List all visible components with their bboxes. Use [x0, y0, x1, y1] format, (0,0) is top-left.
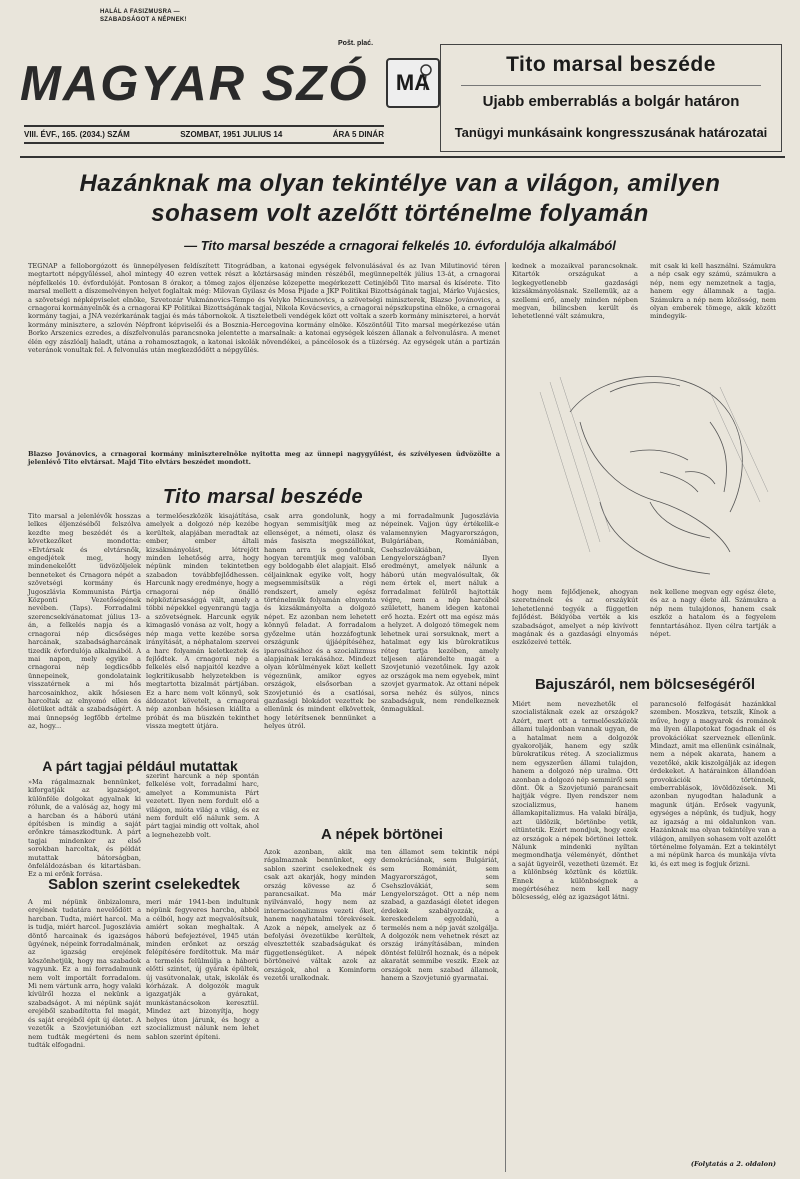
headline-box [440, 44, 782, 152]
right-mid-column-1: hogy nem fejlődjenek, ahogyan szeretnének és az orszáykút lehetetlenné tegyék a független fejlődést. Béklyóba verték a kis szabadságot, amelyet a nép kivívott magának és a gazdasági elnyomás eszközeivé tették. [512, 588, 638, 647]
tito-speech-title: Tito marsal beszéde [162, 486, 364, 508]
mustache-column-2: parancsoló felfogását hazánkkal szemben. Moszkva, tetszik, Kínok a műve, hogy a magyarok és románok ma ilyen állapotokat fogadnak el és provokációkat szerveznek ellenünk. Mindazt, amit ma ellenünk csinálnak, nem a népek akarata, hanem a vezetőké, akik kiszolgálják az idegen érdekeket. A határainkon állandóan provokációk történnek, emberrablások, lövöldözések. Mi azonban nyugodtan haladunk a magunk útján. Erősek vagyunk, egységes a népünk, és tudjuk, hogy az igazság a mi oldalunkon van. Hazánknak ma olyan tekintélye van a világon, amilyen sohasem volt azelőtt történelme folyamán. Ezt a tekintélyt a mi népünk harca és munkája vívta ki, és ezt meg is fogjuk őrizni. [650, 700, 776, 868]
issue-price: ÁRA 5 DINÁR [332, 130, 384, 139]
tito-column-4: a mi forradalmunk Jugoszlávia népeinek. Vajjon úgy értékelik-e valamennyien Magyarországon, Bulgáriában, Romániában, Csehszlovákiában, Lengyelországban? Ilyen eredményt, amelyek nálunk a háború után megvalósultak, ők nem értek el, mert náluk a forradalmat felülről hajtották végre, nem a nép harcából született, hanem idegen katonai erő hozta. Ezért ott ma egész más a helyzet. A dolgozó tömegek nem lehetnek urai sorsuknak, mert a hatalmat egy kis bürokratikus réteg tartja kezében, amely teljesen alárendelte magát a Szovjetunió vezetőinek. Így azok az országok ma nem egyebek, mint szovjet gyarmatok. Az ottani népek sorsa nehéz és súlyos, nincs szabadságuk, nem rendelkeznek önmagukkal. [381, 512, 499, 714]
continued-note: (Folytatás a 2. oldalon) [690, 1160, 776, 1168]
tito-column-3: csak arra gondolunk, hogy hogyan semmisítjük meg az ellenséget, a németi, olasz és más fasiszta megszállókat, hanem arra is gondoltunk, hogyan teremtjük meg valóban egy boldogabb élet alapjait. Első céljainknak egyike volt, hogy megsemmisítsük a régi rendszert, amely egész történelmük folyamán elnyomta és kizsákmányolta a dolgozó népet. Ez azonban nem lehetett könnyű feladat. A forradalom győzelme után hozzáfogtunk országunk újjáépítéséhez, iparosításához és a szocializmus alapjainak lerakásához. Mindezt olyan körülmények közt kellett végeznünk, amikor egyes országok, elsősorban a Szovjetunió és a csatlósai, gazdasági blokádot vezettek be ellenünk és mindent elkövettek, hogy letérítsenek bennünket a helyes útról. [264, 512, 376, 731]
right-column-2: mit csak ki kell használni. Számukra a nép csak egy számú, számukra a nép, nem egy nemzetnek a tagja, hanem egy államnak a tagja. Számukra a nép nem közösség, nem olyan emberek tömege, akik között mindegyik- [650, 262, 776, 321]
party-section-title: A párt tagjai például mutattak [42, 758, 238, 774]
prisons-section-title: A népek börtönei [321, 826, 443, 843]
banner-headline-2: sohasem volt azelőtt történelme folyamán [151, 200, 649, 227]
right-column-1: kednek a mozaikval parancsoknak. Kitartók országukat a legkegyetlenebb gazdasági kizsákmányolásnak. Szellemük, az a szellemi erő, amely minden népben megvan, bilincsben került és lehetetlenné vált számukra, [512, 262, 638, 321]
issue-date: SZOMBAT, 1951 JULIUS 14 [180, 130, 283, 139]
sablon-section-title: Sablon szerint cselekedtek [48, 876, 240, 893]
box-divider [461, 85, 761, 86]
box-headline: Tito marsal beszéde [506, 53, 716, 76]
masthead-rule [20, 156, 785, 158]
party-column-2: szerint harcunk a nép spontán felkelése volt, forradalmi harc, amelyet a Kommunista Párt vezetett. Ilyen nem fordult elő a világon, mióta világ a világ, és ez nem fordult elő nálunk sem. A párt tagjai mindig ott voltak, ahol a legnehezebb volt. [146, 772, 259, 839]
slogan-line-2: SZABADSÁGOT A NÉPNEK! [100, 17, 187, 23]
ma-badge [386, 58, 440, 108]
prisons-column-2: ten államot sem tekintik népi demokráciának, sem Bulgáriát, sem Romániát, sem Magyarországot, sem Csehszlovákiát, sem Lengyelországot. Ott a nép nem szabad, a gazdasági életet idegen érdekek szabályozzák, a kereskedelem egyoldalú, a termelés nem a nép javát szolgálja. A dolgozók nem vehetnek részt az ország irányításában, minden döntést felülről hoznak, és a népek akaratát semmibe veszik. Ezek az országok nem szabad államok, hanem a Szovjetunió gyarmatai. [381, 848, 499, 983]
slogan-line-1: HALÁL A FASIZMUSRA — [100, 9, 180, 15]
newspaper-logo: MAGYAR SZÓ [20, 57, 369, 111]
postage-note: Pošt. plać. [338, 40, 374, 47]
issue-number: VIII. ÉVF., 165. (2034.) SZÁM [24, 130, 130, 139]
lead-article-end: Blazso Jovánovics, a crnagorai kormány miniszterelnöke nyitotta meg az ünnepi nagygyűlést, és szívélyesen üdvözölte a jelenlévő Tito elvtársat. Majd Tito elvtárs beszédet mondott. [28, 450, 500, 467]
issue-line [24, 125, 384, 144]
box-subheadline-1: Ujabb emberrablás a bolgár határon [482, 93, 740, 110]
party-column-1: »Ma rágalmaznak bennünket, kiforgatják az igazságot, különféle dolgokat agyalnak ki rólunk, de a valóság az, hogy mi a harcban és a háború utáni építésben is mindig a saját erőnkre támaszkodtunk. A párt tagjai mindenkor az első sorokban harcoltak, és példát mutattak bátorságban, önfeláldozásban és kitartásban. Ez a mi erőnk forrása. [28, 778, 141, 879]
box-subheadline-2: Tanügyi munkásaink kongresszusának határozatai [454, 125, 768, 140]
banner-subtitle: — Tito marsal beszéde a crnagorai felkelés 10. évfordulója alkalmából [184, 238, 616, 253]
slogan [100, 8, 187, 24]
column-divider [505, 262, 506, 1172]
prisons-column-1: Azok azonban, akik ma rágalmaznak bennünket, egy sablon szerint cselekednek és csak azt akarják, hogy minden ország kövesse az ő parancsaikat. Ma már nyilvánvaló, hogy nem az internacionalizmus vezeti őket, hanem nagyhatalmi törekvések. Azok a népek, amelyek az ő befolyási övezetükbe kerültek, elvesztették szabadságukat és függetlenségüket. A népek börtöneivé váltak azok az országok, ahol a Kominform vezetői uralkodnak. [264, 848, 376, 983]
badge-text: MA [395, 70, 431, 95]
banner-headline-1: Hazánknak ma olyan tekintélye van a világon, amilyen [79, 170, 721, 197]
tito-portrait-illustration [510, 352, 778, 584]
tito-column-2: a termelőeszközök kisajátítása, amelyek a dolgozó nép kezébe kerültek, alapjában meradtak az ember, ember általi kizsákmányolást, létrejött minden lehetőség arra, hogy népünk minden tekintetben szabadon továbbfejlődhessen. Harcunk nagy eredménye, hogy a crnagorai nép önálló népköztársasággá vált, amely a többi népekkel egyenrangú tagja a szövetségnek. Harcunk egyik kimagasló vonása az volt, hogy a nép maga vette kezébe sorsa irányítását, a néphatalom szervei a harc folyamán keletkeztek és fejlődtek. A crnagorai nép a felkelés első napjaitól kezdve a legkritikusabb helyzetekben is megtartotta bizalmát pártjában. Ez a harc nem volt könnyű, sok áldozatot követelt, a crnagorai nép azonban hősiesen kiállta a próbát és ma büszkén tekinthet vissza megtett útjára. [146, 512, 259, 731]
right-mid-column-2: nek kellene megvan egy egész élete, és az a nagy élete áll. Számukra a nép nem tulajdonos, hanem csak eszköz a hatalom és a fegyelem fenntartásához. Ilyen célra tartják a népet. [650, 588, 776, 639]
tito-column-1: Tito marsal a jelenlévők hosszas lelkes éljenzéséből felszólva kezdte meg beszédét és a következőket mondotta: »Elvtársak és elvtársnők, engedjétek meg, hogy mindenekelőtt üdvözöljelek benneteket és Crnagora népét a szövetségi kormány és Jugoszlávia Kommunista Pártja Központi Vezetőségének nevében. (Taps). Forradalmi szerencsekívánatomat július 13-án, a felkelés napja és a crnagorai nép dicsőséges harcának, szabadságharcának tizedik évfordulója alkalmából. A mai napon, mely egyike a crnagorai nép legdicsőbb ünnepeinek, gondolataink visszatérnek a mi hős harcosainkhoz, akik hősiesen harcoltak az elnyomó ellen és életüket adták a szabadságért. A mai ünnepség legfőbb értelme az, hogy... [28, 512, 141, 731]
sablon-column-1: A mi népünk önbizalomra, erejének tudatára nevelődött a harcban. Tudta, miért harcol. Ma is tudja, miért harcol. Jugoszlávia döntő harcainak és igazságos ügyének, népeink forradalmának, az igazság erejének köszönhetjük, hogy ma szabadok vagyunk. Ez a mi forradalmunk nem volt importált forradalom. Mi nem vártunk arra, hogy valaki kívülről hozza el nekünk a szabadságot. A mi népünk saját erejéből szabadította fel magát, és saját erejéből épít új életet. A vezetők a Szovjetunióban ezt nem tudták megérteni és nem tudták elfogadni. [28, 898, 141, 1049]
lead-article: TEGNAP a felloborgózott és ünnepélyesen feldíszített Titográdban, a katonai egységek felvonulásával és az Ivan Milutinović téren megtartott népgyűléssel, ahol mintegy 40 ezren vettek részt a köztársaság minden részéből, megünnepelték július 13-át, a crnagorai népfelkelés 10. évfordulóját. Pontosan 8 órakor, a tömeg zajos éljenzése közepette megérkezett Cetinjéből Tito marsal és kísérete. Tito marsal mellett a díszemelvényen helyet foglaltak még: Milovan Gyilasz és Mosa Pijade a JKP Politikai Bizottságának tagjai, Márko Vujácsics, a szövetségi népképviselet elnöke, Szvetozár Vukmánovics-Tempo és Velyko Micsunovics, a szövetségi miniszterek, Blazso Jovánovics, a crnagorai kormányelnök és a crnagorai KP Politikai Bizottságának tagjai, Nikola Kovácsevics, a crnagorai népszkupstina elnöke, a crnagorai kormány tagjai, a JNA vezérkarának tagjai és más tábornokok. A tiszteletbeli vendégek közt ott voltak a szerb kormány miniszterei, a horvát kormány minisztere, a szlovén Népfront képviselői és a Bosznia-Hercegovina kormány elnöke. Köszöntőül Tito marsal megérkezése után Borko Arszenics ezredes, a díszfelvonulás parancsnoka jelentette a marsalnak: a katonai egységek készen állanak a felvonulásra. A menet élén egy zászlóalj haladt, utána a rohamosztagok, a katonai iskolák növendékei, a páncélosok és a tüzérség. Az egységek után a partizán veteránok vonultak fel. A felvonulás után megkezdődött a népgyűlés. [28, 262, 500, 355]
sablon-column-2: meri már 1941-ben indultunk népünk fegyveres harcba, abból a célból, hogy azt megvalósítsuk, amiért sokan meghaltak. A háború befejeztével, 1945 után minden erőnket az ország felépítésére fordítottuk. Ma már a termelés felülmúlja a háború előtti szintet, új gyárak épültek, új vasútvonalak, utak, iskolák és kórházak. A dolgozók maguk igazgatják a gyárakat, munkástanácsokon keresztül. Mindez azt bizonyítja, hogy helyes úton járunk, és hogy a szocializmust nálunk nem lehet sablon szerint építeni. [146, 898, 259, 1041]
mustache-section-title: Bajuszáról, nem bölcseségéről [534, 676, 756, 693]
mustache-column-1: Miért nem nevezhetők el szocialistáknak ezek az országok? Azért, mert ott a termelőeszközök állami tulajdonban vannak ugyan, de a hatalmat nem a dolgozók gyakorolják, hanem egy szűk bürokratikus réteg. A szocializmus nem egyszerűen állami tulajdon, hanem a dolgozó nép uralma. Ott azonban a dolgozó nép semmiről sem dönt. Ők a Szovjetunió parancsait hajtják végre. Ilyen rendszer nem szocializmus, hanem államkapitalizmus. Ha valaki bírálja, azt üldözik, börtönbe vetik, eltüntetik. Ezért mondjuk, hogy ezek az országok a népek börtönei lettek. Nálunk mindenki nyíltan megmondhatja véleményét, dönthet a saját ügyeiről, vezetheti üzemét. Ez a különbség köztünk és köztük. Ennek a különbségnek a megértéséhez nem kell nagy bölcsesség, elég az igazságot látni. [512, 700, 638, 902]
